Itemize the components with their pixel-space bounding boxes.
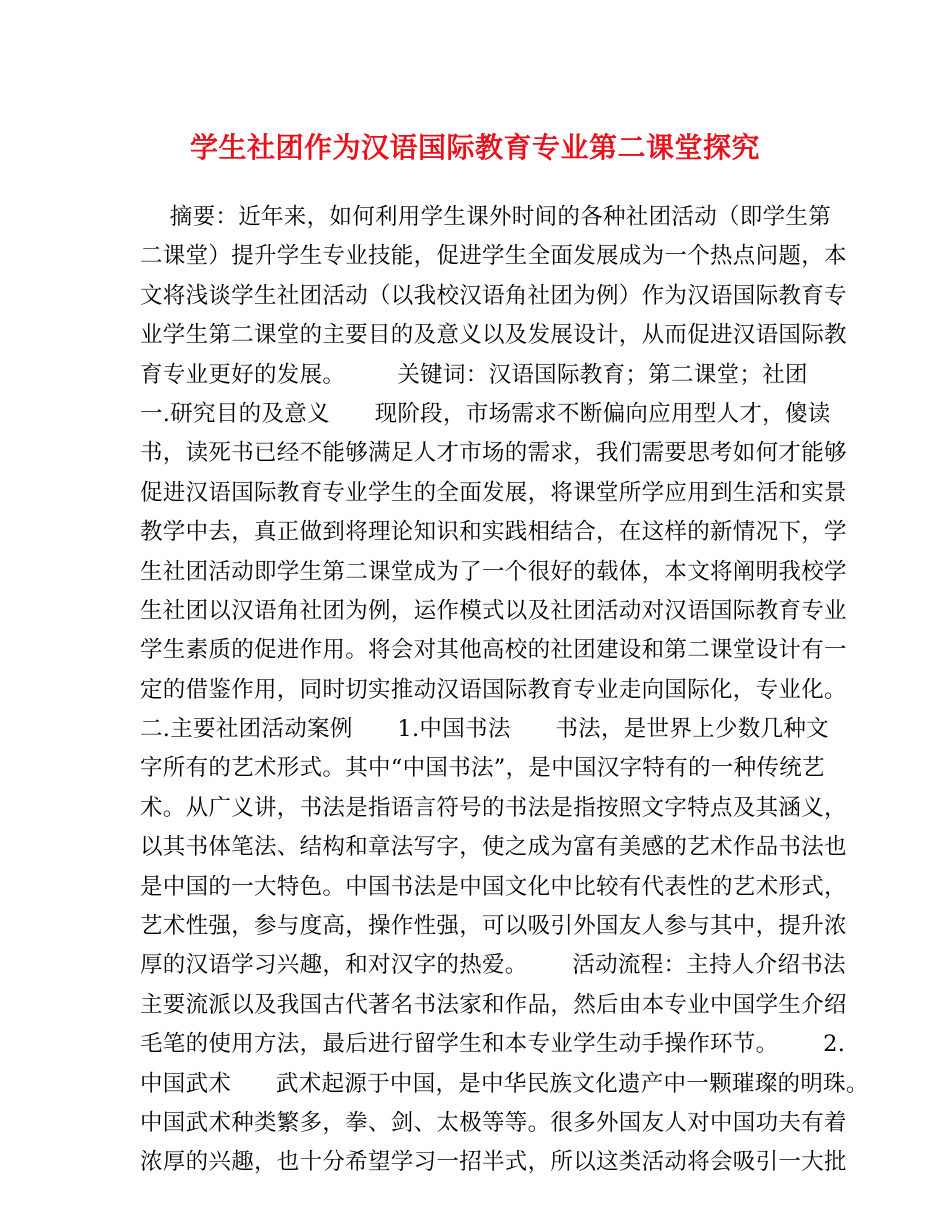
body-line: 一.研究目的及意义 现阶段，市场需求不断偏向应用型人才，傻读 [140,400,831,427]
body-line: 主要流派以及我国古代著名书法家和作品，然后由本专业中国学生介绍 [140,991,847,1018]
body-line: 二课堂）提升学生专业技能，促进学生全面发展成为一个热点问题，本 [140,243,847,270]
body-line: 厚的汉语学习兴趣，和对汉字的热爱。 活动流程：主持人介绍书法 [140,952,846,979]
body-line: 定的借鉴作用，同时切实推动汉语国际教育专业走向国际化，专业化。 [140,676,847,703]
body-line: 毛笔的使用方法，最后进行留学生和本专业学生动手操作环节。 2. [140,1031,846,1058]
body-line: 书，读死书已经不能够满足人才市场的需求，我们需要思考如何才能够 [140,440,847,467]
body-line: 生社团以汉语角社团为例，运作模式以及社团活动对汉语国际教育专业 [140,597,847,624]
body-line: 字所有的艺术形式。其中“中国书法”，是中国汉字特有的一种传统艺 [140,755,825,782]
body-line: 育专业更好的发展。 关键词：汉语国际教育；第二课堂；社团 [140,361,808,388]
body-line: 业学生第二课堂的主要目的及意义以及发展设计，从而促进汉语国际教 [140,322,847,349]
document-body [140,198,869,1183]
body-line: 文将浅谈学生社团活动（以我校汉语角社团为例）作为汉语国际教育专 [140,282,847,309]
body-line: 术。从广义讲，书法是指语言符号的书法是指按照文字特点及其涵义， [140,794,847,821]
body-line: 浓厚的兴趣，也十分希望学习一招半式，所以这类活动将会吸引一大批 [140,1149,847,1176]
body-line: 学生素质的促进作用。将会对其他高校的社团建设和第二课堂设计有一 [140,637,847,664]
body-line: 生社团活动即学生第二课堂成为了一个很好的载体，本文将阐明我校学 [140,558,847,585]
body-line: 中国武术种类繁多，拳、剑、太极等等。很多外国友人对中国功夫有着 [140,1109,847,1136]
document-title: 学生社团作为汉语国际教育专业第二课堂探究 [189,131,760,164]
body-line: 中国武术 武术起源于中国，是中华民族文化遗产中一颗璀璨的明珠。 [140,1070,869,1097]
body-line: 摘要：近年来，如何利用学生课外时间的各种社团活动（即学生第 [140,204,832,230]
body-line: 以其书体笔法、结构和章法写字，使之成为富有美感的艺术作品书法也 [140,834,847,861]
body-line: 教学中去，真正做到将理论知识和实践相结合，在这样的新情况下，学 [140,519,847,546]
body-line: 是中国的一大特色。中国书法是中国文化中比较有代表性的艺术形式， [140,873,847,900]
body-line: 二.主要社团活动案例 1.中国书法 书法，是世界上少数几种文 [140,716,829,743]
body-line: 艺术性强，参与度高，操作性强，可以吸引外国友人参与其中，提升浓 [140,913,847,940]
body-line: 促进汉语国际教育专业学生的全面发展，将课堂所学应用到生活和实景 [140,479,847,506]
